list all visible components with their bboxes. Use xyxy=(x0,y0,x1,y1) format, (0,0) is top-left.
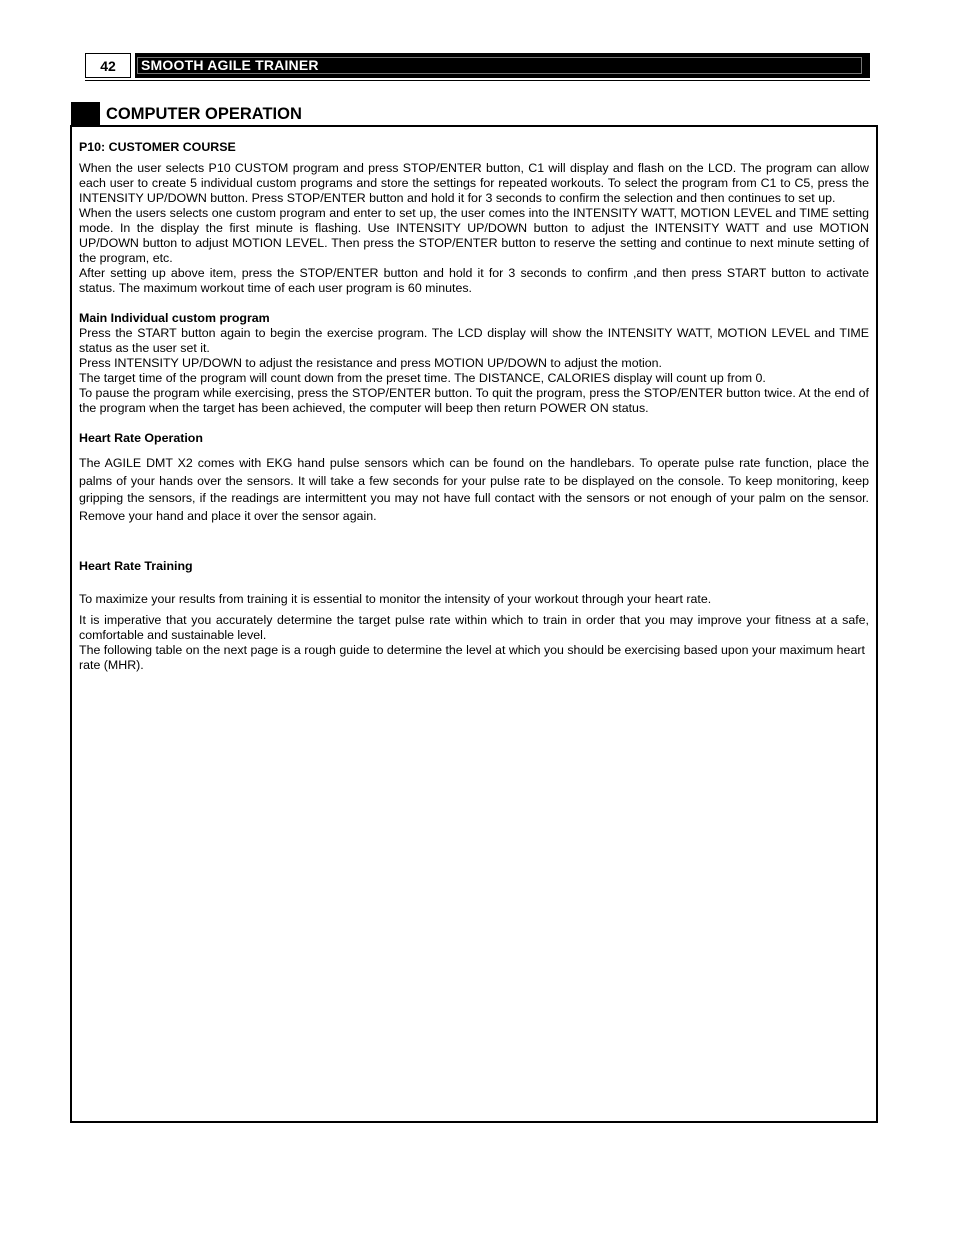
p10-paragraph-2: When the users selects one custom program and enter to set up, the user comes into the INTENSITY WATT, MOTION LEVEL and TIME setting mode. In the display the first minute is flashing. Use INTENSITY UP/DOWN button to adjust the INTENSITY WATT and use MOTION UP/DOWN button to adjust MOTION LEVEL. Then press the STOP/ENTER button to reserve the setting and continue to next minute setting of the program, etc. xyxy=(79,206,869,265)
p10-paragraph-3: After setting up above item, press the STOP/ENTER button and hold it for 3 seconds to confirm ,and then press START button to activate status. The maximum workout time of each user program is 60 minutes. xyxy=(79,266,869,295)
main-custom-paragraph-4: To pause the program while exercising, press the STOP/ENTER button. To quit the program, press the STOP/ENTER button twice. At the end of the program when the target has been achieved, the computer will beep then return POWER ON status. xyxy=(79,386,869,415)
hr-operation-paragraph: The AGILE DMT X2 comes with EKG hand pulse sensors which can be found on the handlebars. To operate pulse rate function, place the palms of your hands over the sensors. It will take a few seconds for your pulse rate to be displayed on the console. To keep monitoring, keep gripping the sensors, if the readings are intermittent you may not have full contact with the sensors or not enough of your palm on the sensor. Remove your hand and place it over the sensor again. xyxy=(79,456,869,523)
p10-heading: P10: CUSTOMER COURSE xyxy=(79,140,236,154)
page-header xyxy=(85,53,870,80)
hr-training-paragraph-3: The following table on the next page is a rough guide to determine the level at which you should be exercising based upon your maximum heart rate (MHR). xyxy=(79,643,865,672)
hr-operation-heading: Heart Rate Operation xyxy=(79,431,203,445)
section-title: COMPUTER OPERATION xyxy=(106,105,302,123)
header-title: SMOOTH AGILE TRAINER xyxy=(141,57,319,73)
main-custom-paragraph-3: The target time of the program will count down from the preset time. The DISTANCE, CALORIES display will count up from 0. xyxy=(79,371,766,385)
page-number: 42 xyxy=(85,53,131,78)
hr-training-paragraph-2: It is imperative that you accurately determine the target pulse rate within which to train in order that you may improve your fitness at a safe, comfortable and sustainable level. xyxy=(79,613,869,642)
main-custom-paragraph-2: Press INTENSITY UP/DOWN to adjust the resistance and press MOTION UP/DOWN to adjust the motion. xyxy=(79,356,663,370)
hr-training-paragraph-1: To maximize your results from training it is essential to monitor the intensity of your workout through your heart rate. xyxy=(79,592,712,606)
header-bar xyxy=(135,53,870,78)
main-custom-heading: Main Individual custom program xyxy=(79,311,270,325)
content-body xyxy=(79,140,869,673)
section-marker-block xyxy=(71,102,100,126)
main-custom-paragraph-1: Press the START button again to begin the exercise program. The LCD display will show the INTENSITY WATT, MOTION LEVEL and TIME status as the user set it. xyxy=(79,326,869,355)
p10-paragraph-1: When the user selects P10 CUSTOM program and press STOP/ENTER button, C1 will display and flash on the LCD. The program can allow each user to create 5 individual custom programs and store the settings for repeated workouts. To select the program from C1 to C5, press the INTENSITY UP/DOWN button. Press STOP/ENTER button and hold it for 3 seconds to confirm the selection and then continues to set up. xyxy=(79,161,869,205)
hr-training-heading: Heart Rate Training xyxy=(79,559,193,573)
header-rule xyxy=(85,80,870,81)
